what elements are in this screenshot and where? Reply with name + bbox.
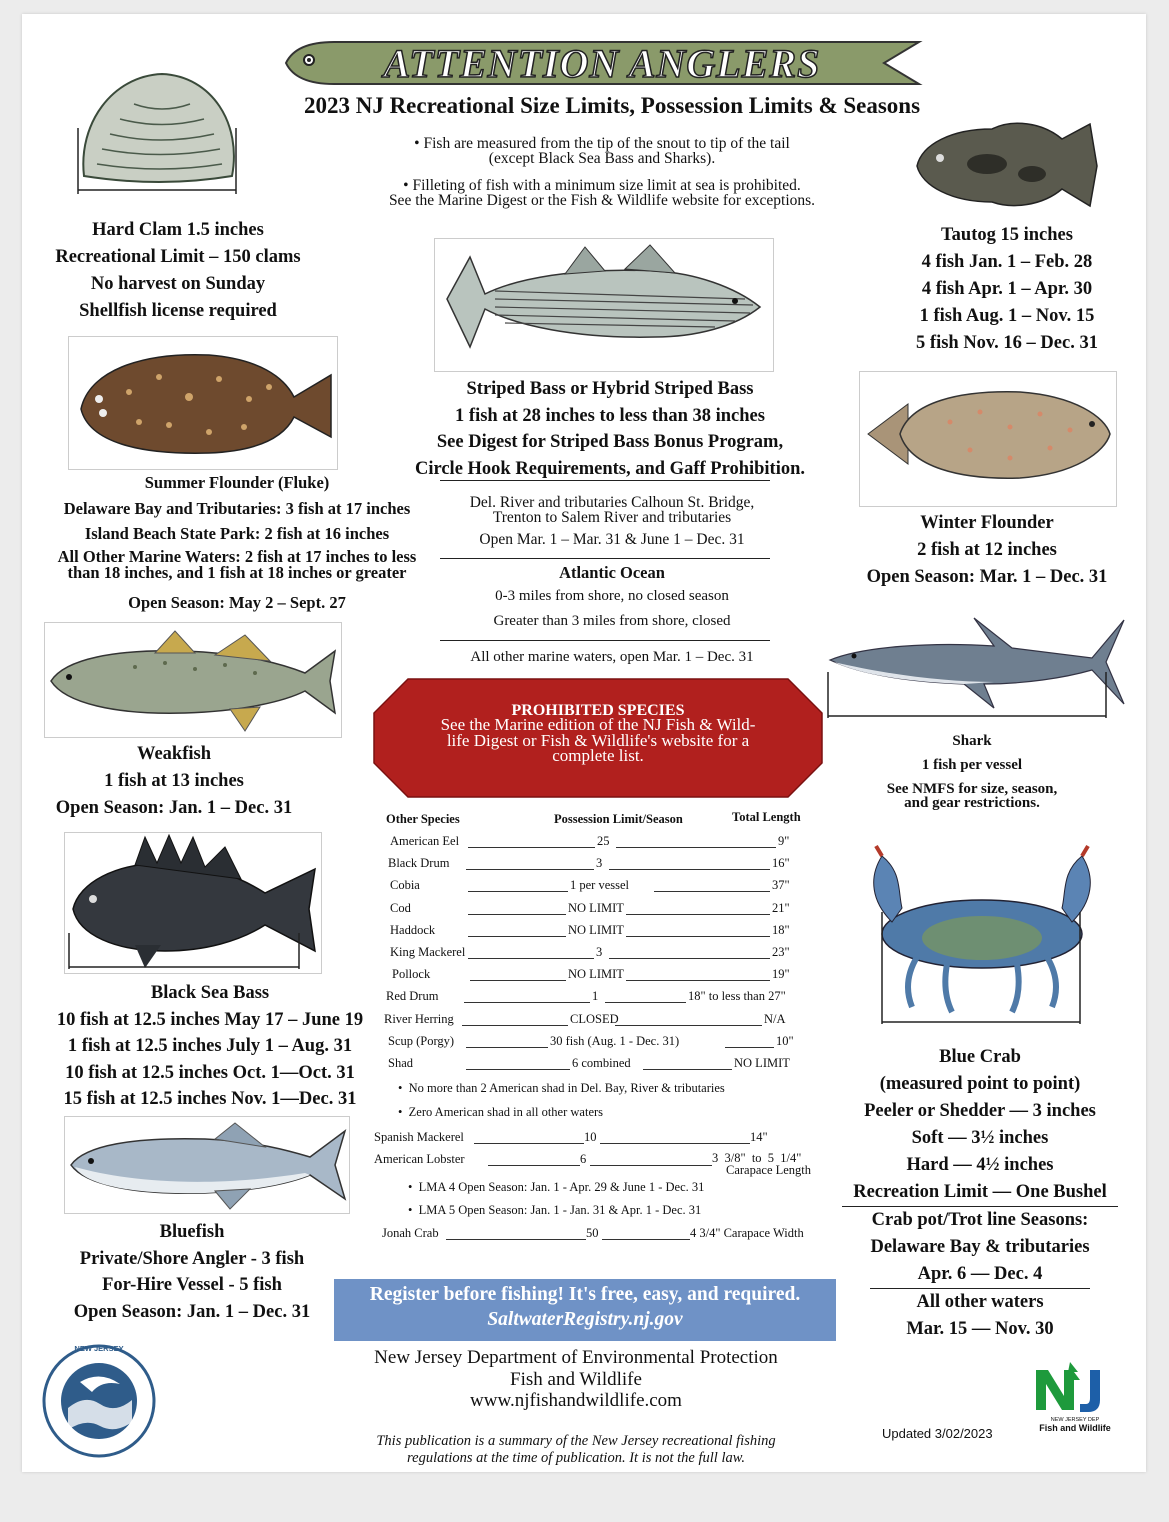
registry-link[interactable]: SaltwaterRegistry.nj.gov [487, 1309, 683, 1330]
subtitle: 2023 NJ Recreational Size Limits, Possession Limits & Seasons [303, 93, 921, 118]
leader-line [590, 1164, 712, 1166]
leader-line [725, 1046, 774, 1048]
table-cell-limit: 6 combined [572, 1056, 631, 1070]
summer-flounder-line1: Delaware Bay and Tributaries: 3 fish at 17 inches [63, 499, 411, 518]
leader-line [446, 1238, 586, 1240]
table-cell-species: Shad [388, 1056, 413, 1070]
bullet-fillet: • Filleting of fish with a minimum size limit at sea is prohibited. See the Marine Digest or the Fish & Wildlife website for exceptions. [388, 177, 816, 209]
divider [440, 640, 770, 641]
spanish-mackerel-length: 14" [750, 1130, 768, 1144]
updated-date: Updated 3/02/2023 [882, 1426, 993, 1441]
page [22, 14, 1146, 1472]
summer-flounder-title: Summer Flounder (Fluke) [144, 473, 330, 492]
table-cell-limit: 1 [592, 989, 599, 1004]
table-cell-length: N/A [764, 1011, 786, 1026]
table-cell-limit: 1 per vessel [570, 878, 630, 893]
atlantic-rule-2: Greater than 3 miles from shore, closed [493, 613, 731, 629]
seal-top-text: NEW JERSEY [74, 1344, 124, 1353]
prohibited-text: See the Marine edition of the NJ Fish & Wild- life Digest or Fish & Wildlife's website for a complete list. [440, 715, 756, 765]
table-cell-length: 21" [772, 900, 790, 915]
divider [440, 558, 770, 559]
lobster-limit: 6 [580, 1152, 587, 1166]
spanish-mackerel-limit: 10 [584, 1130, 597, 1144]
table-cell-species: Pollock [392, 967, 431, 982]
leader-line [615, 1024, 762, 1026]
shad-note-1: • No more than 2 American shad in Del. Bay, River & tributaries [398, 1081, 725, 1095]
summer-flounder-line3: All Other Marine Waters: 2 fish at 17 inches to less than 18 inches, and 1 fish at 18 inches or greater [57, 547, 417, 582]
black-sea-bass-text: Black Sea Bass 10 fish at 12.5 inches May 17 – June 19 1 fish at 12.5 inches July 1 – Aug. 31 10 fish at 12.5 inches Oct. 1—Oct. 31 15 fish at 12.5 inches Nov. 1—Dec. 31 [56, 983, 364, 1109]
weakfish-image [44, 622, 342, 738]
hard-clam-text: Hard Clam 1.5 inches Recreational Limit – 150 clams No harvest on Sunday Shellfish license required [55, 220, 301, 321]
shark-line1: 1 fish per vessel [921, 757, 1023, 773]
winter-flounder-text: Winter Flounder 2 fish at 12 inches Open Season: Mar. 1 – Dec. 31 [866, 513, 1108, 587]
winter-flounder-image [859, 371, 1117, 507]
table-cell-length: 18" [772, 922, 790, 937]
table-cell-limit: CLOSED [570, 1011, 619, 1026]
table-cell-species: King Mackerel [390, 945, 466, 959]
table-cell-species: Cod [390, 900, 411, 915]
leader-line [462, 1024, 568, 1026]
leader-line [468, 890, 568, 892]
tautog-image [912, 114, 1112, 219]
del-river-open: Open Mar. 1 – Mar. 31 & June 1 – Dec. 31 [479, 531, 745, 548]
table-cell-length: NO LIMIT [734, 1056, 790, 1070]
leader-line [468, 957, 594, 959]
leader-line [474, 1142, 584, 1144]
leader-line [626, 979, 770, 981]
table-cell-species: Cobia [390, 878, 420, 893]
leader-line [488, 1164, 580, 1166]
table-cell-species: American Eel [390, 834, 460, 848]
bluefish-image [64, 1116, 350, 1214]
leader-line [466, 1046, 548, 1048]
banner-title: ATTENTION ANGLERS [383, 41, 821, 86]
leader-line [600, 1142, 750, 1144]
table-cell-species: Red Drum [386, 989, 439, 1004]
leader-line [470, 979, 566, 981]
lobster-species: American Lobster [374, 1152, 465, 1166]
table-header-length: Total Length [732, 810, 801, 824]
jonah-crab-species: Jonah Crab [382, 1226, 439, 1240]
jonah-crab-limit: 50 [586, 1226, 599, 1240]
table-cell-length: 37" [772, 878, 790, 893]
table-cell-length: 9" [778, 834, 790, 848]
table-cell-species: Scup (Porgy) [388, 1033, 455, 1048]
summer-flounder-image [68, 336, 338, 470]
striped-bass-text: Striped Bass or Hybrid Striped Bass 1 fish at 28 inches to less than 38 inches See Digest for Striped Bass Bonus Program, Circle Hook Requirements, and Gaff Prohibition. [414, 379, 806, 479]
leader-line [643, 1068, 732, 1070]
table-cell-limit: 25 [597, 834, 610, 848]
divider [440, 480, 770, 481]
bullet-measure: • Fish are measured from the tip of the snout to tip of the tail (except Black Sea Bass and Sharks). [414, 135, 790, 167]
register-banner[interactable] [334, 1279, 836, 1341]
leader-line [626, 913, 770, 915]
tautog-text: Tautog 15 inches 4 fish Jan. 1 – Feb. 28 4 fish Apr. 1 – Apr. 30 1 fish Aug. 1 – Nov. 15 5 fish Nov. 16 – Dec. 31 [916, 225, 1098, 353]
leader-line [466, 1068, 570, 1070]
nj-fish-wildlife-logo: NEW JERSEY DEP Fish and Wildlife [1030, 1360, 1120, 1430]
lma4-note: • LMA 4 Open Season: Jan. 1 - Apr. 29 & June 1 - Dec. 31 [408, 1180, 705, 1194]
table-header-limit: Possession Limit/Season [554, 812, 683, 826]
table-cell-length: 19" [772, 967, 790, 982]
table-cell-length: 16" [772, 856, 790, 871]
table-cell-limit: NO LIMIT [568, 900, 624, 915]
table-cell-limit: 3 [596, 856, 603, 871]
disclaimer: This publication is a summary of the New Jersey recreational fishing regulations at the time of publication. It is not the full law. [376, 1433, 776, 1466]
leader-line [468, 913, 566, 915]
del-river-rule: Del. River and tributaries Calhoun St. Bridge, Trenton to Salem River and tributaries [469, 494, 755, 526]
spanish-mackerel-species: Spanish Mackerel [374, 1130, 464, 1144]
table-header-species: Other Species [386, 812, 460, 826]
table-cell-species: Haddock [390, 922, 436, 937]
jonah-crab-length: 4 3/4" Carapace Width [690, 1226, 804, 1240]
shad-note-2: • Zero American shad in all other waters [398, 1105, 604, 1119]
weakfish-text: Weakfish 1 fish at 13 inches Open Season: Jan. 1 – Dec. 31 [55, 744, 293, 818]
blue-crab-image [862, 842, 1102, 1034]
leader-line [609, 957, 771, 959]
hard-clam-image [72, 64, 242, 199]
register-text: Register before fishing! It's free, easy, and required. [369, 1284, 801, 1305]
prohibited-title: PROHIBITED SPECIES [511, 702, 685, 719]
dep-seal-logo [40, 1342, 158, 1460]
table-cell-limit: NO LIMIT [568, 967, 624, 982]
table-cell-species: River Herring [384, 1011, 454, 1026]
leader-line [626, 935, 770, 937]
shark-line2: See NMFS for size, season, and gear restrictions. [886, 781, 1058, 811]
leader-line [464, 1001, 590, 1003]
bluefish-text: Bluefish Private/Shore Angler - 3 fish For-Hire Vessel - 5 fish Open Season: Jan. 1 – Dec. 31 [73, 1222, 311, 1322]
lobster-length-note: Carapace Length [726, 1163, 812, 1177]
atlantic-rule-1: 0-3 miles from shore, no closed season [495, 588, 729, 604]
black-sea-bass-image [64, 832, 322, 974]
leader-line [609, 868, 771, 870]
striped-bass-image [434, 238, 774, 372]
table-cell-limit: 3 [596, 945, 603, 959]
leader-line [468, 935, 566, 937]
leader-line [466, 868, 594, 870]
leader-line [616, 846, 776, 848]
shark-image [824, 612, 1130, 722]
table-cell-limit: NO LIMIT [568, 922, 624, 937]
lma5-note: • LMA 5 Open Season: Jan. 1 - Jan. 31 & Apr. 1 - Dec. 31 [408, 1203, 702, 1217]
website-link[interactable]: www.njfishandwildlife.com [470, 1390, 682, 1411]
table-cell-species: Black Drum [388, 856, 450, 871]
table-cell-length: 23" [772, 945, 790, 959]
other-waters-rule: All other marine waters, open Mar. 1 – Dec. 31 [470, 649, 754, 665]
blue-crab-text: Blue Crab (measured point to point) Peeler or Shedder — 3 inches Soft — 3½ inches Hard — 4½ inches Recreation Limit — One Bushel Crab pot/Trot line Seasons: Delaware Bay & tributaries Apr. 6 — Dec. 4 All other waters Mar. 15 — Nov. 30 [842, 1044, 1118, 1343]
summer-flounder-season: Open Season: May 2 – Sept. 27 [128, 593, 346, 612]
atlantic-title: Atlantic Ocean [559, 563, 665, 582]
lobster-length: 3 3/8" to 5 1/4" [712, 1151, 802, 1165]
table-cell-length: 18" to less than 27" [688, 989, 786, 1004]
table-cell-length: 10" [776, 1033, 794, 1048]
table-cell-limit: 30 fish (Aug. 1 - Dec. 31) [550, 1033, 680, 1048]
summer-flounder-line2: Island Beach State Park: 2 fish at 16 inches [84, 524, 390, 543]
dep-footer: New Jersey Department of Environmental Protection Fish and Wildlife www.njfishandwildlife.com [326, 1347, 826, 1412]
leader-line [605, 1001, 687, 1003]
leader-line [602, 1238, 690, 1240]
shark-title: Shark [952, 733, 992, 749]
leader-line [654, 890, 770, 892]
leader-line [468, 846, 595, 848]
